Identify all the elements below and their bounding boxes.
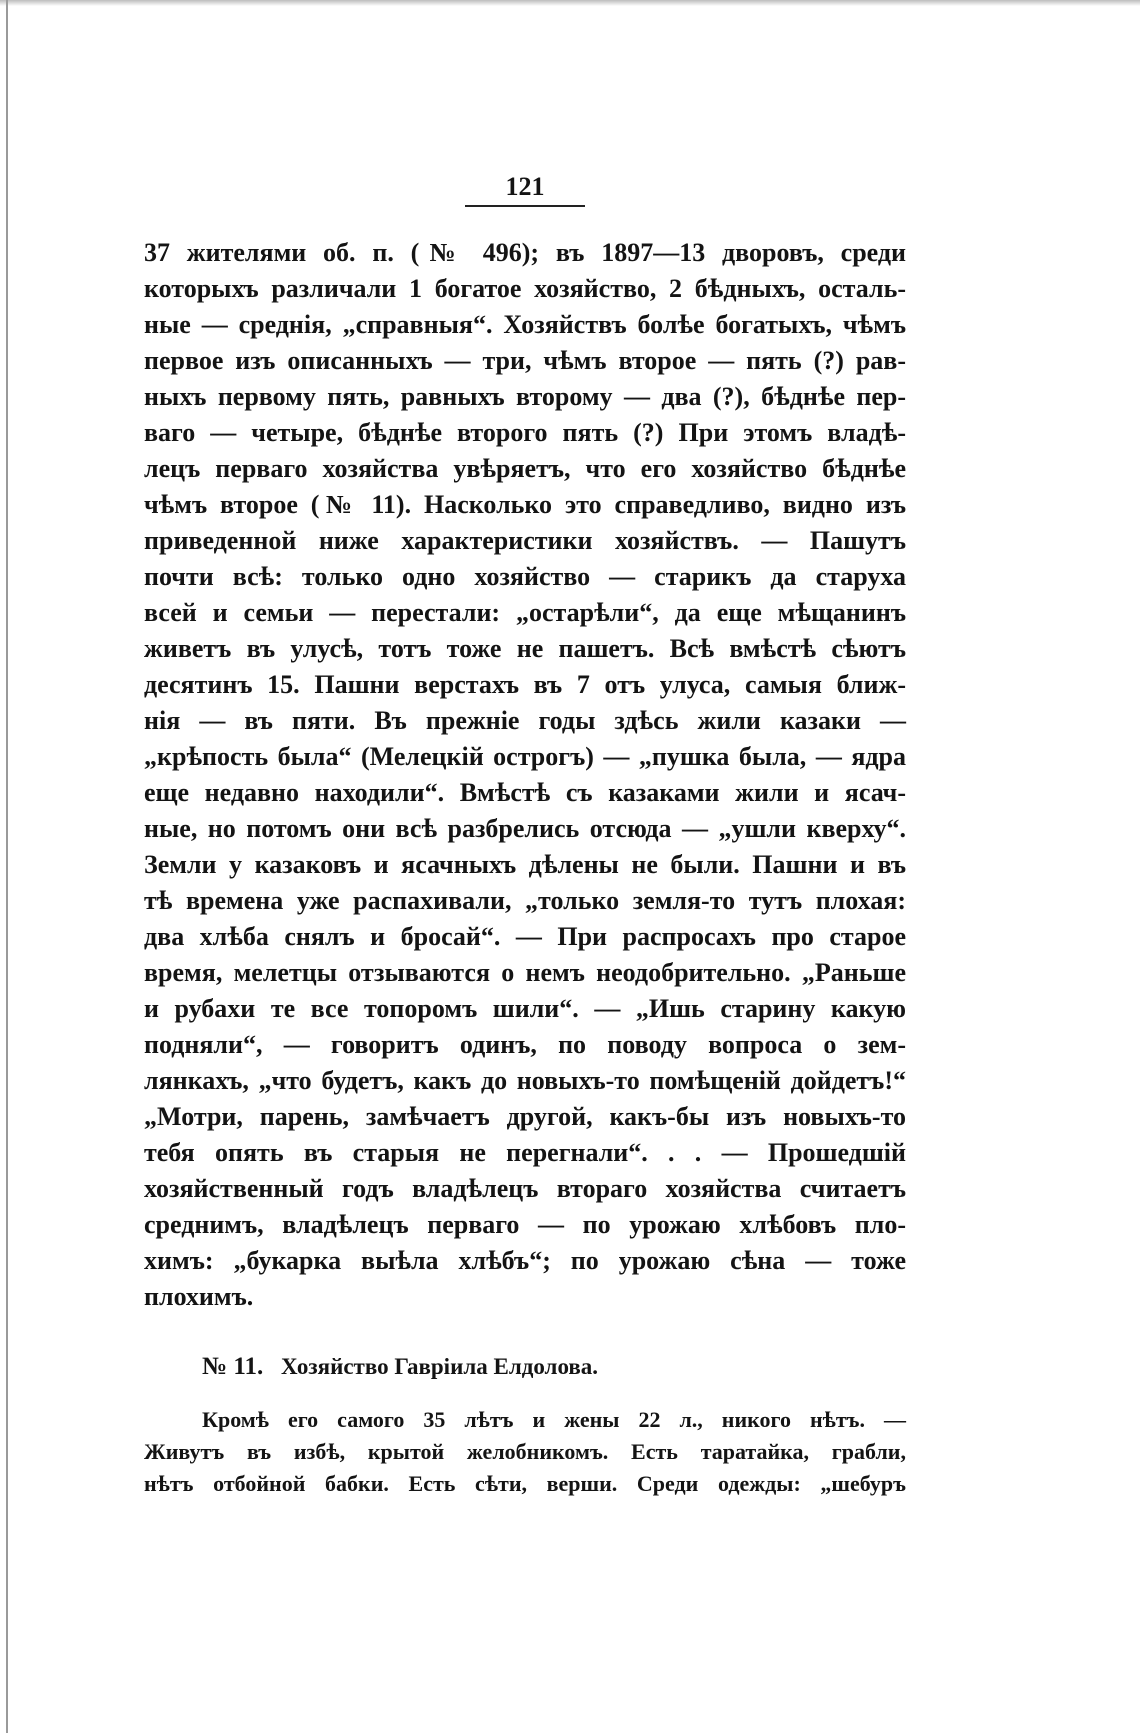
text-line: среднимъ, владѣлецъ перваго — по урожаю хлѣбовъ пло- xyxy=(144,1210,906,1239)
text-line: лецъ перваго хозяйства увѣряетъ, что его хозяйство бѣднѣе xyxy=(144,454,906,483)
scan-top-edge xyxy=(0,0,1140,6)
section-paragraph xyxy=(144,1404,906,1500)
text-line: ваго — четыре, бѣднѣе второго пять (?) При этомъ владѣ- xyxy=(144,418,906,447)
section-heading xyxy=(202,1353,598,1381)
text-line: десятинъ 15. Пашни верстахъ въ 7 отъ улуса, самыя ближ- xyxy=(144,670,906,699)
text-line: первое изъ описанныхъ — три, чѣмъ второе — пять (?) рав- xyxy=(144,346,906,375)
text-line: 37 жителями об. п. (№ 496); въ 1897—13 дворовъ, среди xyxy=(144,238,906,267)
text-line: „Мотри, парень, замѣчаетъ другой, какъ-бы изъ новыхъ-то xyxy=(144,1102,906,1131)
text-line: всей и семьи — перестали: „остарѣли“, да еще мѣщанинъ xyxy=(144,598,906,627)
text-line: чѣмъ второе (№ 11). Насколько это справедливо, видно изъ xyxy=(144,490,906,519)
section-title: Хозяйство Гавріила Елдолова. xyxy=(281,1354,599,1379)
text-line: еще недавно находили“. Вмѣстѣ съ казаками жили и ясач- xyxy=(144,778,906,807)
text-line: время, мелетцы отзываются о немъ неодобрительно. „Раньше xyxy=(144,958,906,987)
text-line: ные, но потомъ они всѣ разбрелись отсюда — „ушли кверху“. xyxy=(144,814,906,843)
text-line: химъ: „букарка выѣла хлѣбъ“; по урожаю сѣна — тоже xyxy=(144,1246,906,1275)
text-line: „крѣпость была“ (Мелецкій острогъ) — „пушка была, — ядра xyxy=(144,742,906,771)
text-line: почти всѣ: только одно хозяйство — старикъ да старуха xyxy=(144,562,906,591)
text-line: нія — въ пяти. Въ прежніе годы здѣсь жили казаки — xyxy=(144,706,906,735)
text-line: подняли“, — говоритъ одинъ, по поводу вопроса о зем- xyxy=(144,1030,906,1059)
text-line: два хлѣба снялъ и бросай“. — При распросахъ про старое xyxy=(144,922,906,951)
text-line: приведенной ниже характеристики хозяйствъ. — Пашутъ xyxy=(144,526,906,555)
text-line: плохимъ. xyxy=(144,1282,254,1311)
text-line: ные — среднія, „справныя“. Хозяйствъ болѣе богатыхъ, чѣмъ xyxy=(144,310,906,339)
scan-left-edge xyxy=(6,0,8,1733)
text-line: которыхъ различали 1 богатое хозяйство, 2 бѣдныхъ, осталь- xyxy=(144,274,906,303)
text-line: нѣтъ отбойной бабки. Есть сѣти, верши. Среди одежды: „шебуръ xyxy=(144,1471,906,1496)
text-line: лянкахъ, „что будетъ, какъ до новыхъ-то помѣщеній дойдетъ!“ xyxy=(144,1066,906,1095)
text-line: и рубахи те все топоромъ шили“. — „Ишь старину какую xyxy=(144,994,906,1023)
page-number: 121 xyxy=(505,172,545,201)
text-line: хозяйственный годъ владѣлецъ втораго хозяйства считаетъ xyxy=(144,1174,906,1203)
page-number-rule xyxy=(465,205,585,207)
text-line: тебя опять въ старыя не перегнали“. . . — Прошедшій xyxy=(144,1138,906,1167)
text-line: тѣ времена уже распахивали, „только земля-то тутъ плохая: xyxy=(144,886,906,915)
text-line: Живутъ въ избѣ, крытой желобникомъ. Есть таратайка, грабли, xyxy=(144,1439,906,1464)
text-line: Земли у казаковъ и ясачныхъ дѣлены не были. Пашни и въ xyxy=(144,850,906,879)
text-line: Кромѣ его самого 35 лѣтъ и жены 22 л., никого нѣтъ. — xyxy=(202,1407,906,1432)
text-line: живетъ въ улусѣ, тотъ тоже не пашетъ. Всѣ вмѣстѣ сѣютъ xyxy=(144,634,906,663)
section-number: № 11. xyxy=(202,1353,264,1380)
text-line: ныхъ первому пять, равныхъ второму — два (?), бѣднѣе пер- xyxy=(144,382,906,411)
main-paragraph xyxy=(144,235,906,1315)
